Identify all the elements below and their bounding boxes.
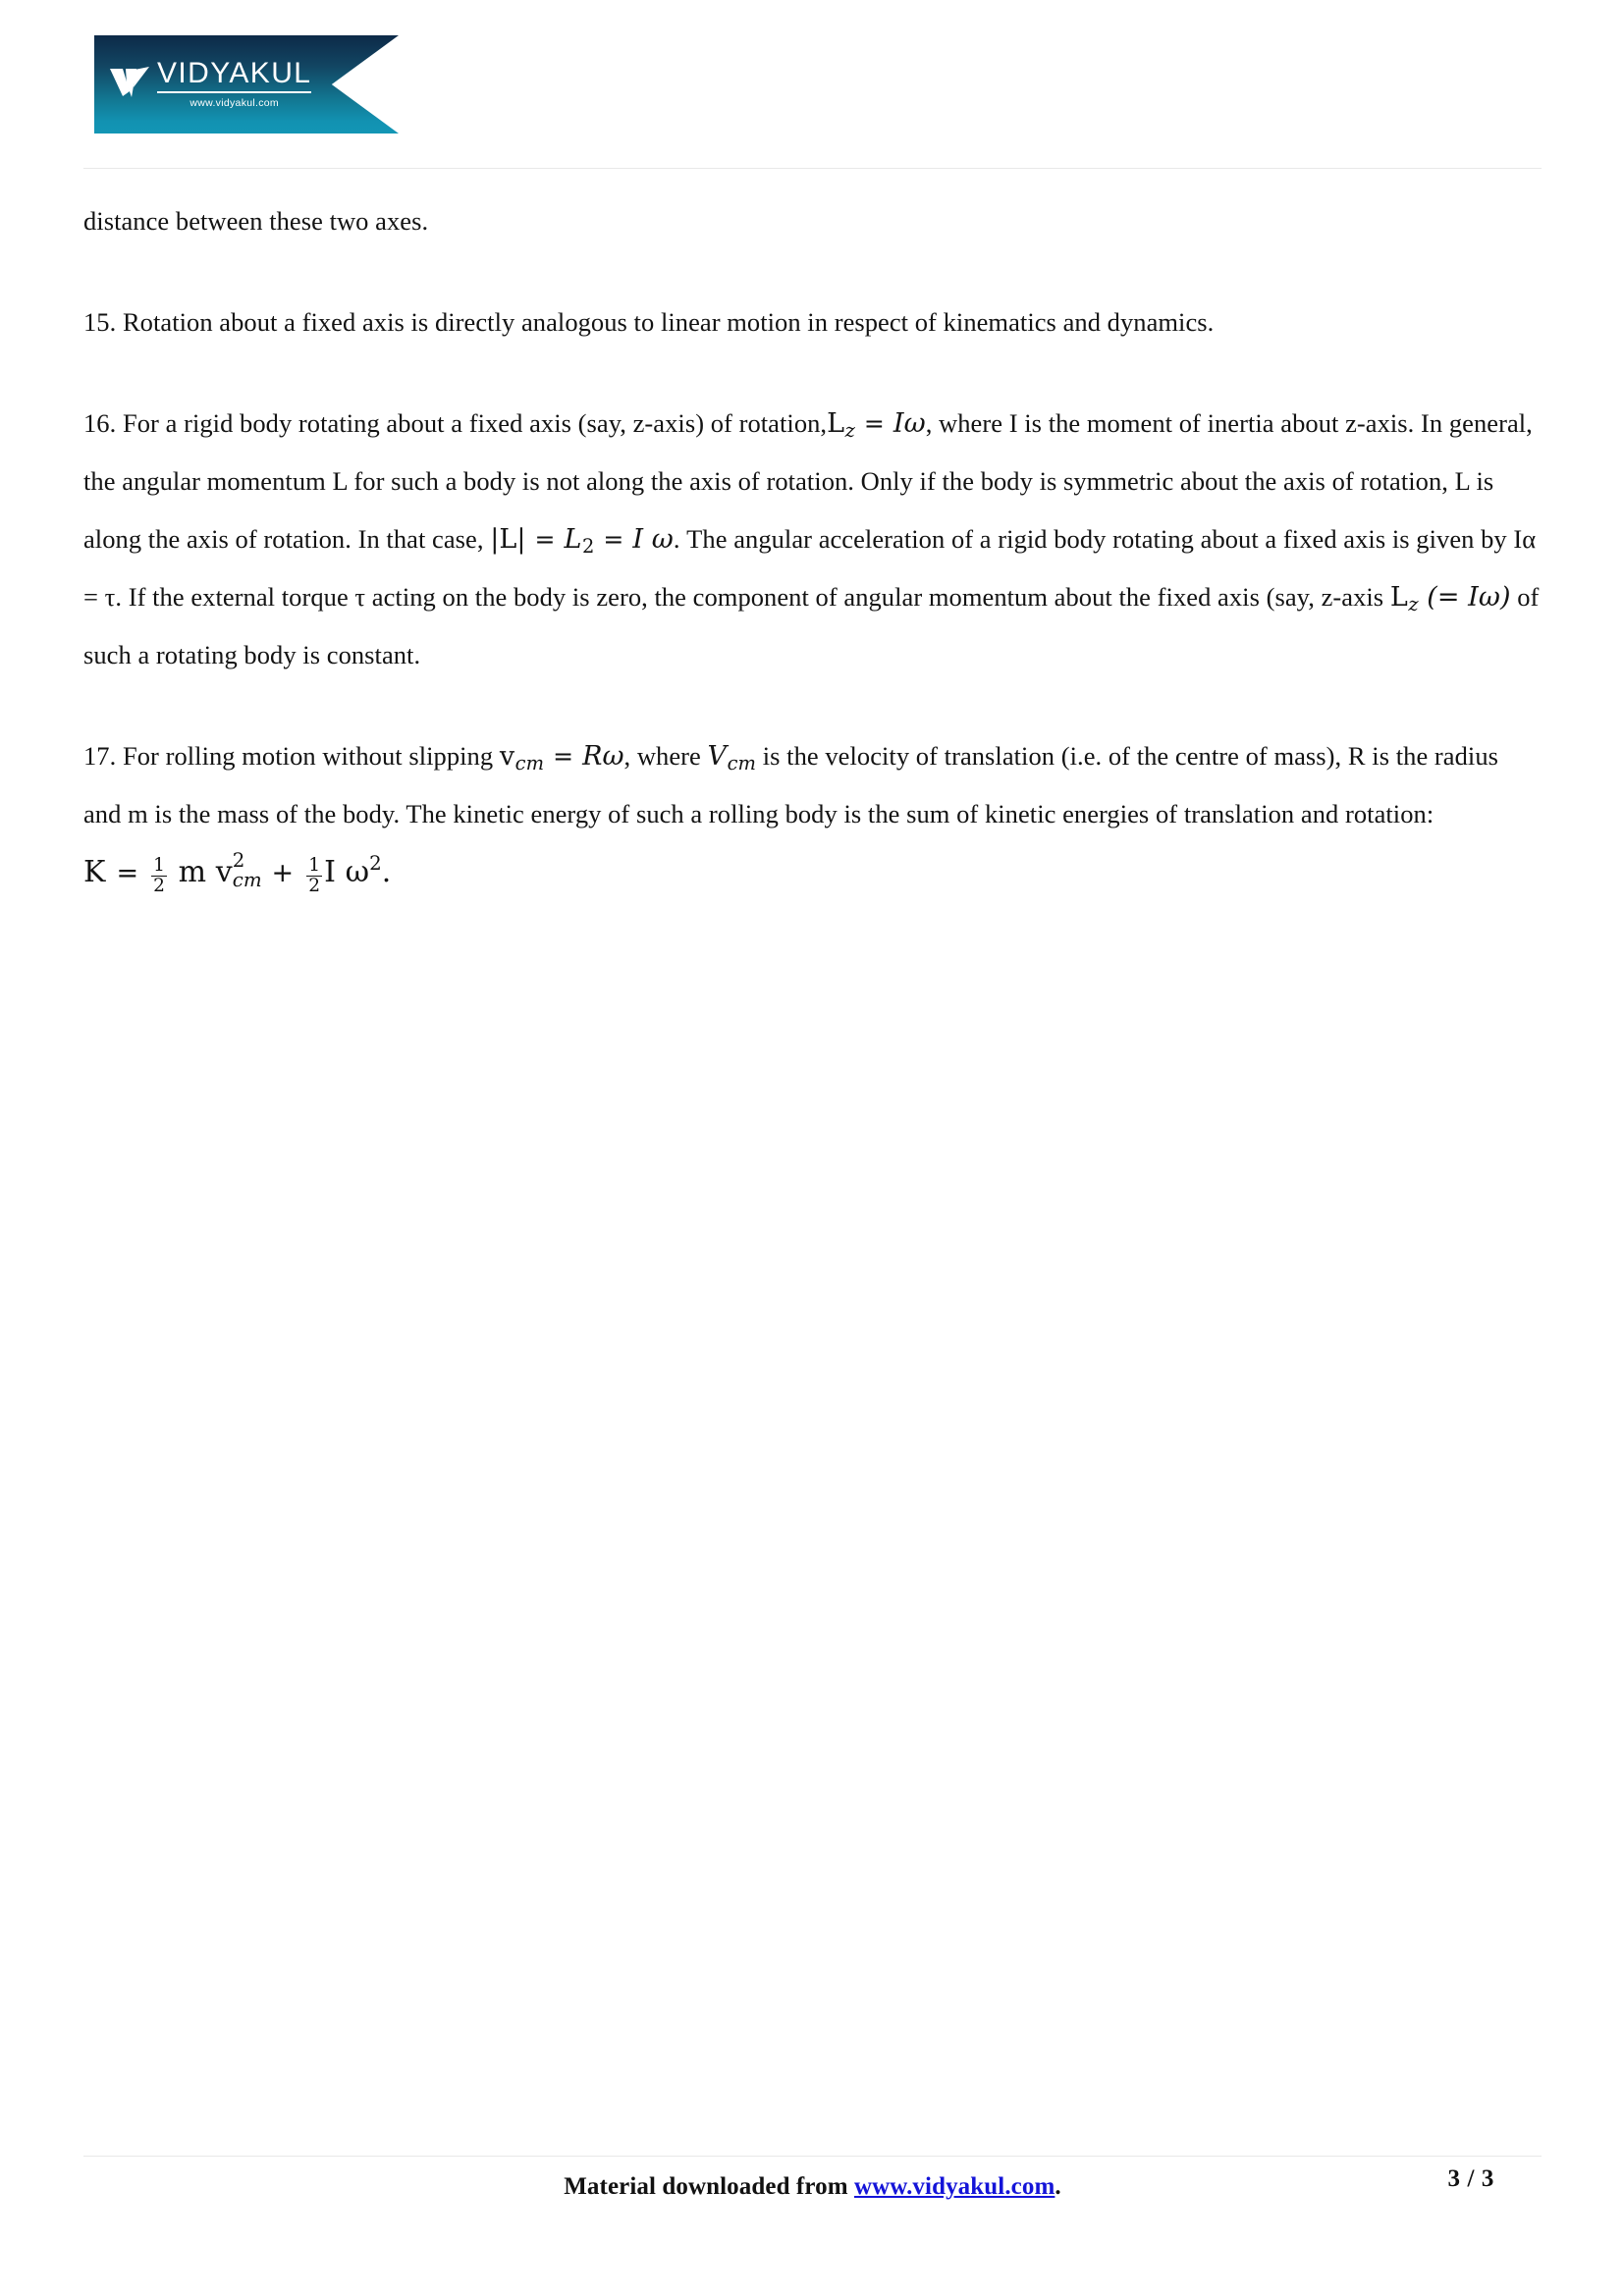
- math-paren-equals-Iomega: (= Iω): [1427, 582, 1511, 613]
- paragraph-16-segment-4: of such a rotating body is constant.: [83, 582, 1540, 669]
- eq-fraction-one-half-b: [306, 856, 322, 896]
- eq-K: K: [83, 855, 106, 889]
- math-L-subscript-z: z: [844, 419, 855, 443]
- math-equals-3: =: [553, 742, 574, 771]
- eq-period: .: [381, 855, 392, 889]
- paragraph-16-segment-2: , where I is the moment of inertia about z-axis. In general, the angular momentum L for such a body is not along the axis of rotation. Only if the body is symmetric about the axis of rotation, L is along the axis of rotation. In that case,: [83, 408, 1533, 554]
- eq-frac1-numerator: 1: [153, 854, 166, 876]
- logo-wordmark: VIDYAKUL: [157, 59, 311, 93]
- math-vcm-equals-Romega: [499, 741, 624, 775]
- footer-website-link[interactable]: www.vidyakul.com: [853, 2173, 1055, 2200]
- paragraph-16-segment-1: 16. For a rigid body rotating about a fixed axis (say, z-axis) of rotation,: [83, 408, 828, 438]
- math-L-italic: L: [564, 524, 582, 555]
- eq-plus: +: [271, 858, 295, 888]
- vidyakul-logo-banner[interactable]: [94, 35, 399, 133]
- math-Lz-equals-Iomega: [827, 408, 926, 443]
- vidyakul-checkmark-icon: [110, 66, 153, 99]
- page-header: [0, 0, 1623, 173]
- paragraph-17-segment-2: , where: [623, 741, 701, 771]
- paragraph-17-segment-1: 17. For rolling motion without slipping: [83, 741, 494, 771]
- math-v: v: [499, 741, 515, 772]
- eq-frac1-denominator: 2: [153, 875, 166, 896]
- footer-suffix-text: .: [1055, 2173, 1061, 2200]
- footer-attribution: [83, 2173, 1542, 2201]
- document-content: [83, 192, 1542, 941]
- kinetic-energy-equation: [83, 848, 392, 896]
- math-absL-equals-L2-equals-Iomega: [490, 524, 674, 559]
- eq-frac2-numerator: 1: [308, 854, 321, 876]
- page-number-label: 3 / 3: [1447, 2165, 1494, 2192]
- math-V-subscript-cm: cm: [727, 752, 757, 775]
- logo-content: [94, 35, 399, 133]
- paragraph-continuation: distance between these two axes.: [83, 206, 429, 236]
- paragraph-17-segment-3: is the velocity of translation (i.e. of the centre of mass), R is the radius and m is the mass of the body. The kinetic energy of such a rolling body is the sum of kinetic energies of translation and rotation:: [83, 741, 1498, 828]
- math-V-italic: V: [707, 741, 728, 772]
- math-L-subscript-z-2: z: [1408, 593, 1419, 616]
- math-L-2: L: [1389, 582, 1408, 613]
- math-Romega: Rω: [582, 741, 624, 772]
- math-I-omega: I ω: [632, 524, 674, 555]
- header-divider: [83, 168, 1542, 169]
- paragraph-16: [83, 395, 1542, 684]
- eq-fraction-one-half-a: [151, 856, 167, 896]
- math-abs-L: |L|: [490, 524, 526, 555]
- math-Iomega: Iω: [893, 408, 926, 439]
- math-v-subscript-cm: cm: [514, 752, 545, 775]
- paragraph-17: [83, 727, 1542, 902]
- logo-url-text: www.vidyakul.com: [189, 96, 279, 109]
- eq-inertia-I: I: [324, 855, 336, 889]
- logo-text-block: [157, 56, 312, 109]
- eq-v-exponent: 2: [232, 848, 245, 872]
- eq-frac2-denominator: 2: [308, 875, 321, 896]
- eq-v-subscript: cm: [232, 869, 262, 892]
- math-equals-2b: =: [603, 525, 624, 554]
- eq-mass-m: m: [178, 855, 207, 889]
- paragraph-16-segment-3: . The angular acceleration of a rigid body rotating about a fixed axis is given by Iα = τ. If the external torque τ acting on the body is zero, the component of angular momentum about the fixed axis (say, z-axis: [83, 524, 1537, 612]
- eq-equals: =: [116, 858, 139, 888]
- math-L-subscript-2: 2: [581, 535, 595, 559]
- eq-omega: ω: [345, 855, 370, 889]
- eq-v-base: v: [215, 855, 233, 889]
- paragraph-15: 15. Rotation about a fixed axis is directly analogous to linear motion in respect of kinematics and dynamics.: [83, 307, 1215, 337]
- eq-v-cm-squared: [215, 843, 262, 901]
- math-equals-1: =: [863, 409, 885, 438]
- math-Vcm: [707, 741, 757, 775]
- math-Lz-paren-equals-Iomega: [1389, 582, 1511, 616]
- math-L: L: [827, 408, 845, 439]
- footer-prefix-text: Material downloaded from: [564, 2173, 854, 2200]
- eq-omega-exponent: 2: [369, 852, 382, 876]
- page-footer: [83, 2165, 1542, 2224]
- math-equals-2a: =: [534, 525, 556, 554]
- footer-divider: [83, 2156, 1542, 2157]
